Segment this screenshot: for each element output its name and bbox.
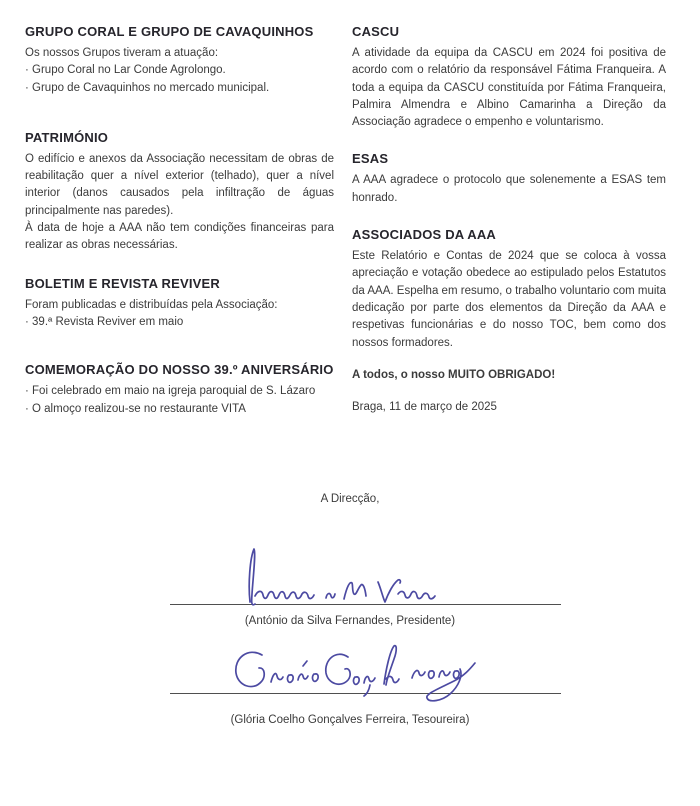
direction-title: A Direcção, (320, 493, 380, 505)
section-heading: CASCU (352, 24, 400, 39)
president-signature-ink (238, 544, 443, 608)
dateline: Braga, 11 de março de 2025 (352, 401, 497, 414)
paragraph: Os nossos Grupos tiveram a atuação: (25, 47, 219, 59)
thanks-line: A todos, o nosso MUITO OBRIGADO! (352, 368, 556, 381)
bullet-item: · 39.ª Revista Reviver em maio (25, 315, 184, 328)
paragraph: À data de hoje a AAA não tem condições financeiras para realizar as obras necessárias. (25, 222, 334, 252)
bullet-list (25, 314, 334, 331)
bullet-item: · Grupo de Cavaquinhos no mercado municipal. (25, 81, 270, 94)
right-column (352, 24, 666, 416)
paragraph: O edifício e anexos da Associação necessitam de obras de reabilitação quer a nível exterior (telhado), quer a nível interior (danos causados pela infiltração de águas principalmente nas paredes). (25, 152, 334, 217)
section-heading: ASSOCIADOS DA AAA (352, 227, 497, 243)
bullet-item: · Foi celebrado em maio na igreja paroquial de S. Lázaro (25, 385, 316, 398)
section-heading: COMEMORAÇÃO DO NOSSO 39.º ANIVERSÁRIO (25, 362, 334, 378)
bullet-item: · O almoço realizou-se no restaurante VITA (25, 402, 246, 415)
paragraph: Este Relatório e Contas de 2024 que se coloca à vossa apreciação e votação obedece ao estipulado pelos Estatutos da AAA. Espelha em resumo, o trabalho voluntario com muita dedicação por parte dos elementos da Direção da AAA e respetivas funcionárias e do nosso TOC, bem como dos nossos formadores. (352, 250, 666, 349)
section-patrimonio (25, 130, 334, 255)
bullet-list (25, 62, 334, 97)
section-associados (352, 227, 666, 352)
thanks-line-wrap (352, 367, 666, 384)
section-boletim (25, 276, 334, 332)
section-grupo-coral (25, 24, 334, 97)
paragraph: A atividade da equipa da CASCU em 2024 foi positiva de acordo com o relatório da responsável Fátima Franqueira. A toda a equipa da CASCU constituída por Fátima Franqueira, Palmira Almendra e Albino Camarinha a Direção da Associação agradece o empenho e voluntarismo. (352, 47, 666, 129)
treasurer-signature-ink (218, 641, 480, 707)
section-heading: ESAS (352, 151, 389, 167)
paragraph: Foram publicadas e distribuídas pela Associação: (25, 298, 278, 311)
signature-line-treasurer (170, 693, 561, 694)
president-name-label: (António da Silva Fernandes, Presidente) (244, 615, 456, 627)
section-esas (352, 151, 666, 207)
section-cascu (352, 24, 666, 131)
section-comemoracao (25, 362, 334, 418)
section-heading: PATRIMÓNIO (25, 129, 109, 145)
paragraph: A AAA agradece o protocolo que solenemente a ESAS tem honrado. (352, 174, 666, 204)
treasurer-name-label: (Glória Coelho Gonçalves Ferreira, Tesoureira) (230, 714, 470, 726)
section-heading: GRUPO CORAL E GRUPO DE CAVAQUINHOS (25, 24, 314, 39)
signature-line-president (170, 604, 561, 605)
bullet-list (25, 383, 334, 418)
section-heading: BOLETIM E REVISTA REVIVER (25, 275, 220, 291)
left-column (25, 24, 334, 418)
bullet-item: · Grupo Coral no Lar Conde Agrolongo. (25, 64, 226, 77)
dateline-wrap (352, 399, 666, 416)
